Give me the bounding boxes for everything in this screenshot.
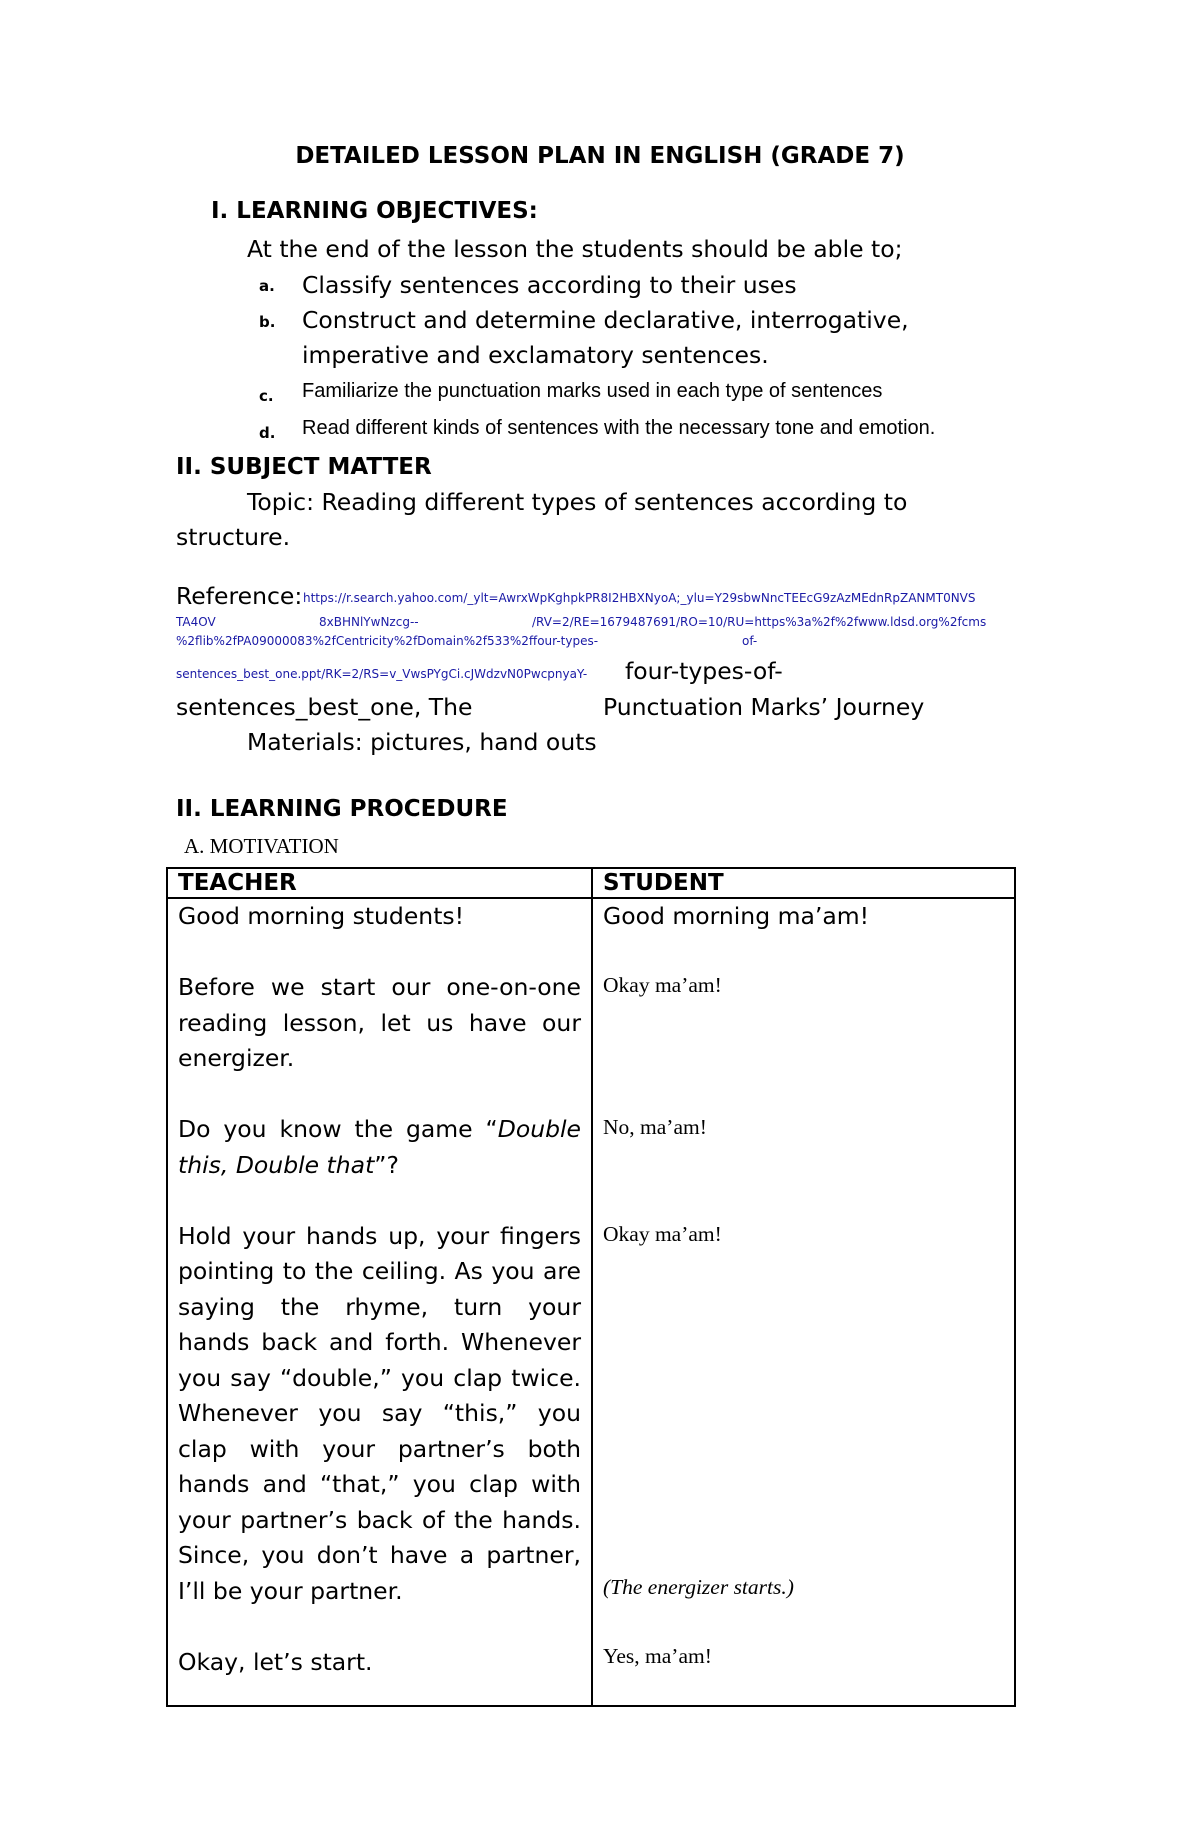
objective-letter: a.: [259, 277, 275, 295]
materials-line: Materials: pictures, hand outs: [247, 728, 597, 756]
motivation-subheading: A. MOTIVATION: [184, 834, 339, 858]
student-line: Good morning ma’am!: [603, 902, 870, 930]
teacher-line: Good morning students!: [178, 902, 465, 930]
subject-matter-heading: II. SUBJECT MATTER: [176, 454, 432, 480]
objective-letter: b.: [259, 313, 276, 331]
reference-link[interactable]: %2flib%2fPA09000083%2fCentricity%2fDomain%2f533%2ffour-types-: [176, 634, 599, 648]
reference-link[interactable]: https://r.search.yahoo.com/_ylt=AwrxWpKghpkPR8I2HBXNyoA;_ylu=Y29sbwNncTEEcG9zAzMEdnRpZANMT0NVS: [303, 591, 976, 605]
teacher-cell: [167, 898, 592, 1706]
student-line: Okay ma’am!: [603, 973, 722, 997]
teacher-line: Okay, let’s start.: [178, 1648, 373, 1676]
teacher-line-part: ”?: [374, 1150, 399, 1179]
procedure-heading: II. LEARNING PROCEDURE: [176, 796, 508, 822]
table-row: [167, 898, 1015, 1706]
topic-line-continued: structure.: [176, 523, 291, 551]
teacher-line: [178, 1112, 581, 1183]
reference-link[interactable]: sentences_best_one.ppt/RK=2/RS=v_VwsPYgCi.cJWdzvN0PwcpnyaY-: [176, 667, 588, 681]
topic-line: Topic: Reading different types of sentences according to: [247, 488, 908, 516]
reference-label: Reference:: [176, 582, 303, 610]
page-title: DETAILED LESSON PLAN IN ENGLISH (GRADE 7): [295, 143, 905, 169]
student-line: No, ma’am!: [603, 1115, 707, 1139]
game-name: Double this, Double that: [178, 1115, 581, 1179]
objective-item-continued: imperative and exclamatory sentences.: [302, 341, 769, 369]
objective-item: Classify sentences according to their uses: [302, 271, 797, 299]
reference-link[interactable]: 8xBHNlYwNzcg--: [319, 615, 419, 629]
motivation-table: [166, 867, 1016, 1707]
reference-link[interactable]: TA4OV: [176, 615, 216, 629]
teacher-line: Before we start our one-on-one reading lesson, let us have our energizer.: [178, 973, 581, 1072]
student-cell: [592, 898, 1015, 1706]
reference-text: sentences_best_one, The: [176, 693, 473, 721]
objective-item: Construct and determine declarative, interrogative,: [302, 306, 909, 334]
student-column-header: STUDENT: [592, 868, 1015, 898]
objective-letter: c.: [259, 387, 274, 405]
student-line: (The energizer starts.): [603, 1575, 794, 1599]
objective-item: Familiarize the punctuation marks used in each type of sentences: [302, 380, 883, 402]
teacher-line: Hold your hands up, your fingers pointing to the ceiling. As you are saying the rhyme, turn your hands back and forth. Whenever you say “double,” you clap twice. Whenever you say “this,” you clap with your partner’s both hands and “that,” you clap with your partner’s back of the hands. Since, you don’t have a partner, I’ll be your partner.: [178, 1221, 581, 1605]
teacher-column-header: TEACHER: [167, 868, 592, 898]
student-line: Yes, ma’am!: [603, 1644, 712, 1668]
reference-link[interactable]: /RV=2/RE=1679487691/RO=10/RU=https%3a%2f%2fwww.ldsd.org%2fcms: [532, 615, 987, 629]
objective-letter: d.: [259, 424, 276, 442]
objectives-heading: I. LEARNING OBJECTIVES:: [211, 198, 538, 224]
reference-text: four-types-of-: [625, 657, 783, 685]
table-header-row: [167, 868, 1015, 898]
objective-item: Read different kinds of sentences with the necessary tone and emotion.: [302, 417, 936, 439]
objectives-intro: At the end of the lesson the students should be able to;: [247, 235, 903, 263]
student-line: Okay ma’am!: [603, 1222, 722, 1246]
reference-text: Punctuation Marks’ Journey: [603, 693, 925, 721]
reference-link[interactable]: of-: [742, 634, 758, 648]
teacher-line-part: Do you know the game “: [178, 1115, 498, 1143]
